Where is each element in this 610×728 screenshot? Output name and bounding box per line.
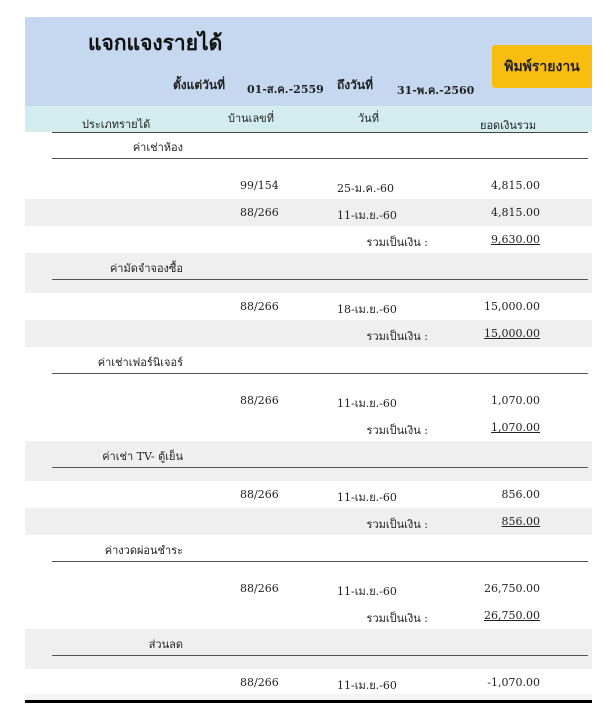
subtotal-amount: 26,750.00 xyxy=(484,609,540,622)
house-number: 88/266 xyxy=(240,206,279,219)
divider xyxy=(52,373,588,374)
category-label: ค่าเช่าห้อง xyxy=(132,141,183,154)
subtotal-amount: 1,070.00 xyxy=(491,421,540,434)
house-number: 88/266 xyxy=(240,676,279,689)
category-row xyxy=(25,535,592,575)
house-number: 99/154 xyxy=(240,179,279,192)
column-header-total-amount: ยอดเงินรวม xyxy=(480,119,537,132)
divider xyxy=(52,655,588,656)
divider xyxy=(52,561,588,562)
from-date-label: ตั้งแต่วันที่ xyxy=(173,78,226,92)
divider xyxy=(52,158,588,159)
divider xyxy=(52,279,588,280)
divider xyxy=(52,467,588,468)
date: 11-เม.ย.-60 xyxy=(337,397,397,410)
category-label: ค่างวดผ่อนชำระ xyxy=(104,544,183,557)
category-label: ค่าเช่าเฟอร์นิเจอร์ xyxy=(97,356,183,369)
subtotal-row xyxy=(25,414,592,441)
date: 11-เม.ย.-60 xyxy=(337,679,397,692)
subtotal-label: รวมเป็นเงิน : xyxy=(366,236,428,249)
column-header-income-type: ประเภทรายได้ xyxy=(82,118,151,131)
category-row xyxy=(25,441,592,481)
house-number: 88/266 xyxy=(240,488,279,501)
category-row xyxy=(25,629,592,669)
category-label: ค่ามัดจำจองซื้อ xyxy=(109,262,183,275)
amount: 856.00 xyxy=(501,488,540,501)
date: 11-เม.ย.-60 xyxy=(337,491,397,504)
report-bottom-border xyxy=(25,700,592,703)
subtotal-row xyxy=(25,320,592,347)
date: 11-เม.ย.-60 xyxy=(337,585,397,598)
date: 18-เม.ย.-60 xyxy=(337,303,397,316)
category-row xyxy=(25,132,592,172)
column-header-house-number: บ้านเลขที่ xyxy=(228,112,274,125)
date: 11-เม.ย.-60 xyxy=(337,209,397,222)
subtotal-label: รวมเป็นเงิน : xyxy=(366,518,428,531)
table-row xyxy=(25,481,592,508)
subtotal-label: รวมเป็นเงิน : xyxy=(366,612,428,625)
column-header-date: วันที่ xyxy=(358,112,379,125)
amount: -1,070.00 xyxy=(487,676,540,689)
category-row xyxy=(25,253,592,293)
category-label: ค่าเช่า TV- ตู้เย็น xyxy=(102,450,183,463)
amount: 15,000.00 xyxy=(484,300,540,313)
subtotal-row xyxy=(25,226,592,253)
subtotal-row xyxy=(25,602,592,629)
from-date-value: 01-ส.ค.-2559 xyxy=(247,83,324,96)
subtotal-label: รวมเป็นเงิน : xyxy=(366,424,428,437)
table-row xyxy=(25,293,592,320)
report-body xyxy=(25,132,592,696)
amount: 4,815.00 xyxy=(491,179,540,192)
subtotal-amount: 9,630.00 xyxy=(491,233,540,246)
subtotal-amount: 856.00 xyxy=(501,515,540,528)
to-date-label: ถึงวันที่ xyxy=(337,78,373,92)
subtotal-row xyxy=(25,508,592,535)
subtotal-label: รวมเป็นเงิน : xyxy=(366,330,428,343)
amount: 1,070.00 xyxy=(491,394,540,407)
category-row xyxy=(25,347,592,387)
print-report-button[interactable]: พิมพ์รายงาน xyxy=(492,45,592,88)
table-row xyxy=(25,387,592,414)
amount: 4,815.00 xyxy=(491,206,540,219)
house-number: 88/266 xyxy=(240,394,279,407)
table-row xyxy=(25,669,592,696)
report-title: แจกแจงรายได้ xyxy=(88,31,223,55)
table-row xyxy=(25,199,592,226)
table-row xyxy=(25,575,592,602)
amount: 26,750.00 xyxy=(484,582,540,595)
house-number: 88/266 xyxy=(240,582,279,595)
to-date-value: 31-พ.ค.-2560 xyxy=(397,84,475,97)
table-row xyxy=(25,172,592,199)
category-label: ส่วนลด xyxy=(148,638,183,651)
house-number: 88/266 xyxy=(240,300,279,313)
subtotal-amount: 15,000.00 xyxy=(484,327,540,340)
date: 25-ม.ค.-60 xyxy=(337,182,395,195)
